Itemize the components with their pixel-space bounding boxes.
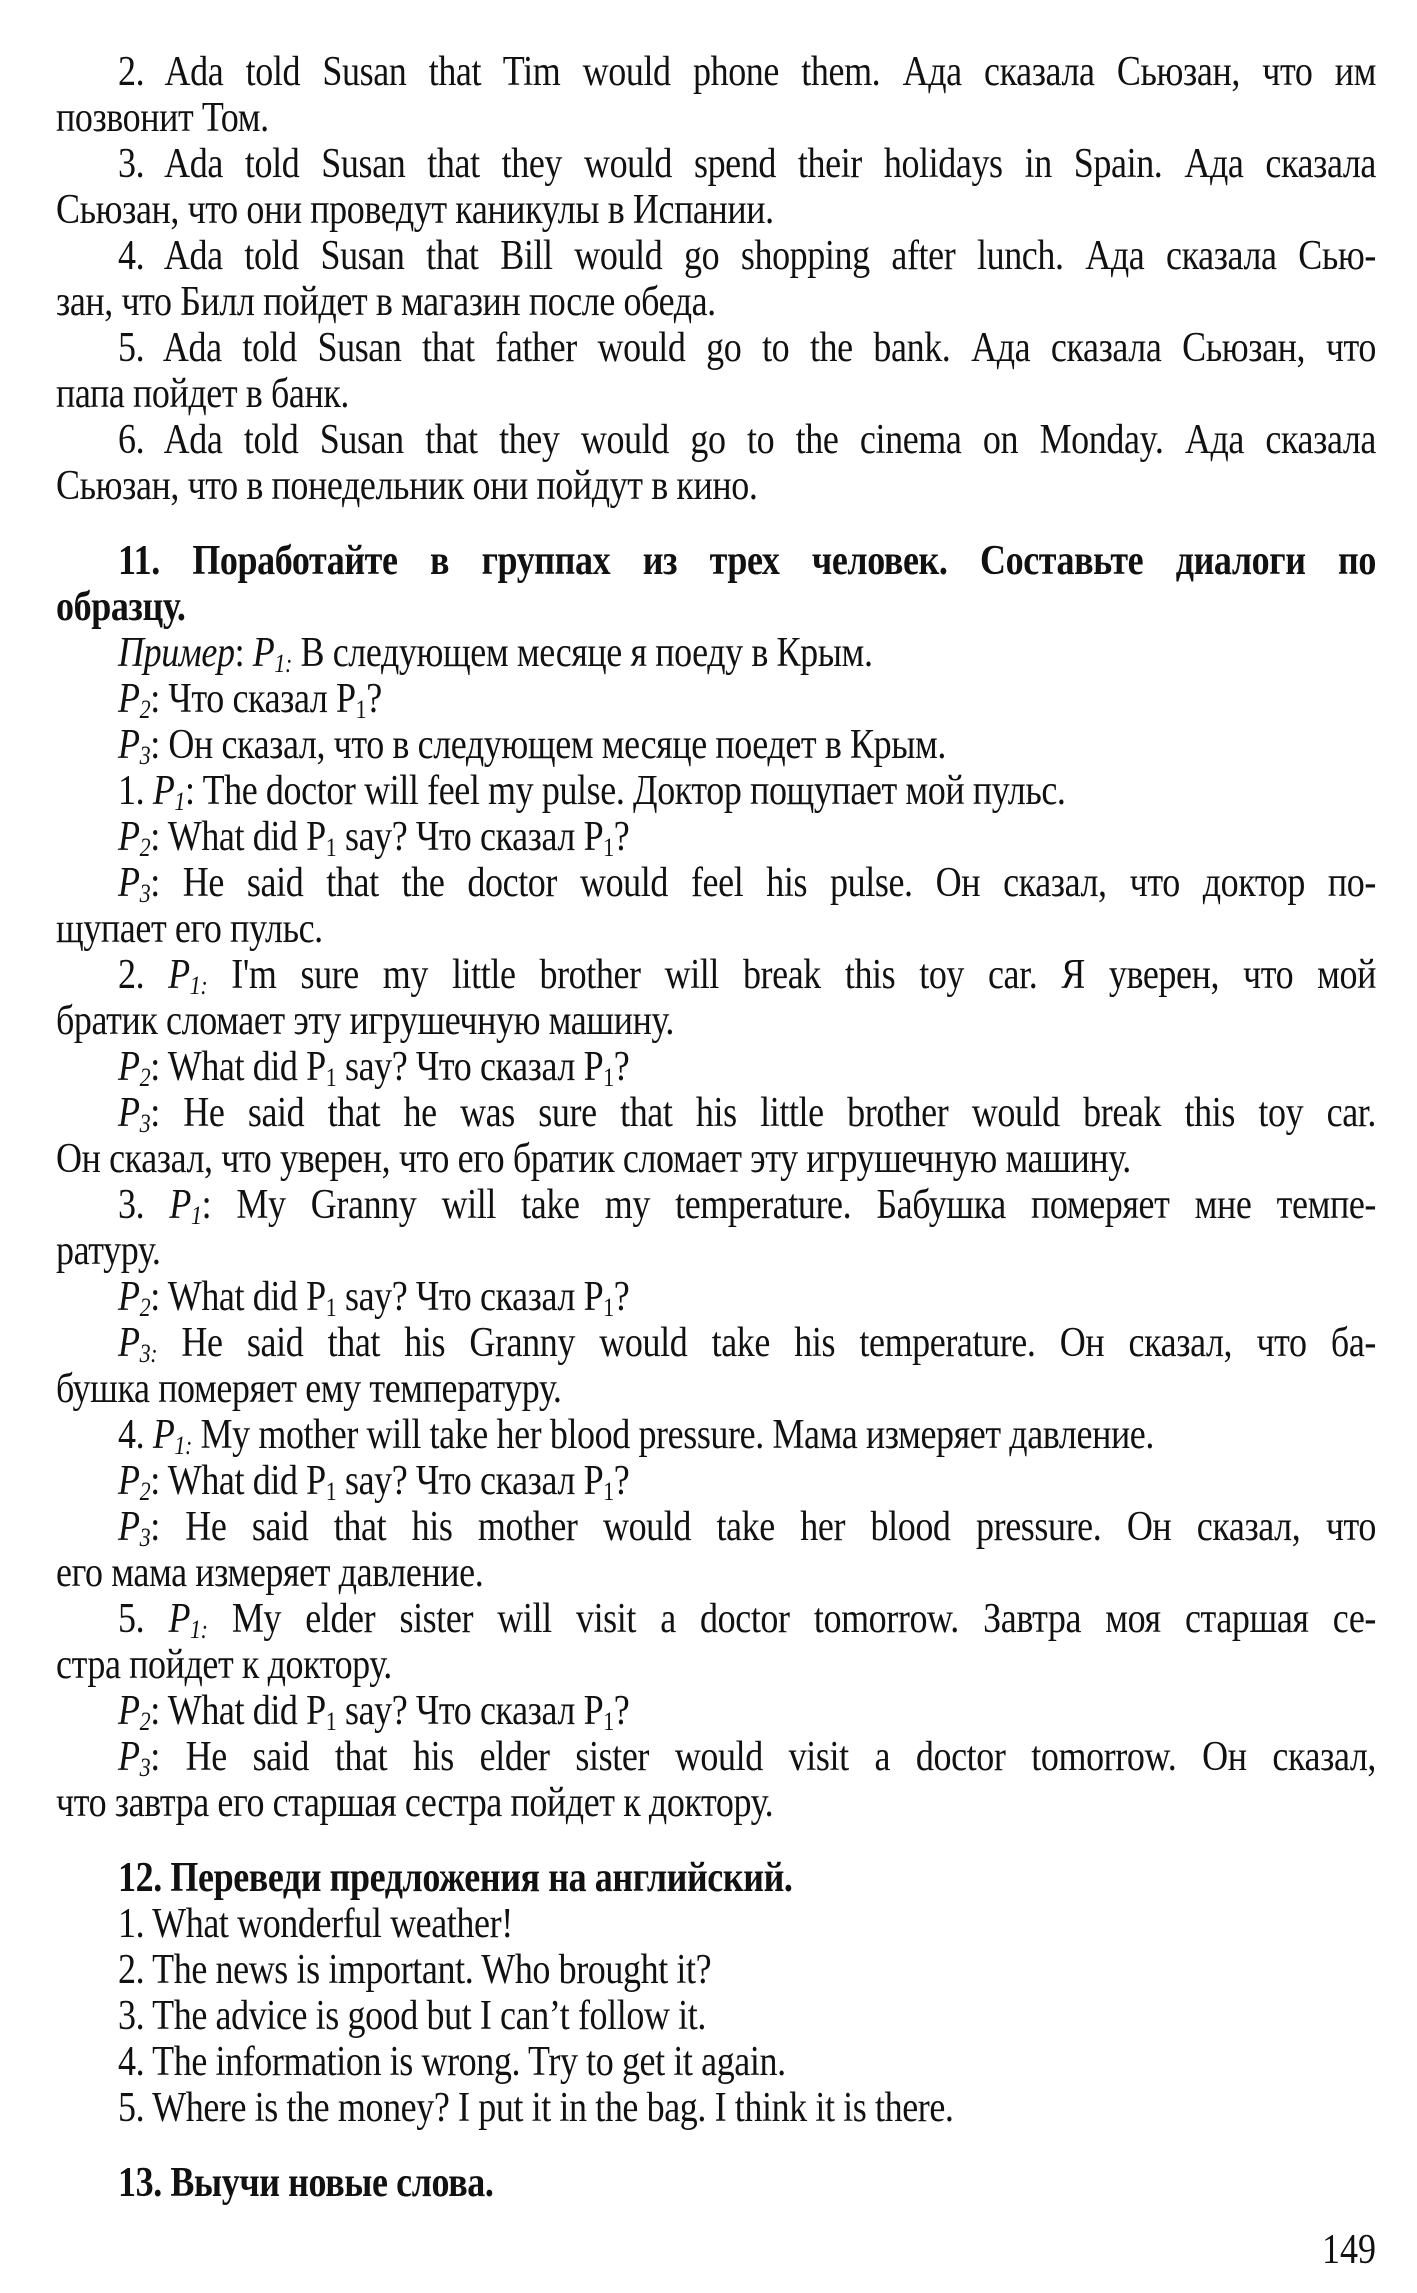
text-segment: say? Что сказал P <box>336 1042 604 1090</box>
paragraph <box>56 1595 1376 1687</box>
text-segment: He said that his Granny would take his temperature. Он сказал, что ба- <box>157 1318 1376 1366</box>
text-segment: ? <box>613 812 630 860</box>
subscript: 2 <box>139 832 151 862</box>
subscript: 1: <box>174 1430 192 1460</box>
italic-segment: P <box>118 1318 140 1366</box>
paragraph <box>56 1410 1376 1460</box>
paragraph <box>56 2038 1376 2084</box>
paragraph <box>56 140 1376 232</box>
text-line <box>56 2155 1376 2209</box>
text-segment: : What did P <box>150 1456 326 1504</box>
italic-segment: P <box>118 812 140 860</box>
italic-segment: P <box>118 1272 140 1320</box>
subscript: 2 <box>139 694 151 724</box>
paragraph <box>56 720 1376 770</box>
text-line <box>56 458 1376 512</box>
text-segment: братик сломает эту игрушечную машину. <box>56 996 675 1044</box>
text-segment: 4. Ada told Susan that Bill would go shopping after lunch. Ада сказала Сью- <box>118 231 1376 279</box>
paragraph <box>56 324 1376 416</box>
subscript: 2 <box>139 1476 151 1506</box>
text-segment: : He said that he was sure that his little brother would break this toy car. <box>150 1088 1376 1136</box>
subscript: 1 <box>325 1706 337 1736</box>
text-segment: say? Что сказал P <box>336 812 604 860</box>
exercise-heading <box>56 537 1376 629</box>
italic-segment: P <box>169 1180 191 1228</box>
text-segment: ратуру. <box>56 1226 161 1274</box>
exercise-heading <box>56 1854 1376 1900</box>
paragraph <box>56 1272 1376 1322</box>
text-segment: что завтра его старшая сестра пойдет к доктору. <box>56 1778 774 1826</box>
textbook-page <box>56 48 1376 2205</box>
paragraph <box>56 416 1376 508</box>
paragraph <box>56 674 1376 724</box>
italic-segment: P <box>152 766 175 814</box>
text-segment: 12. Переведи предложения на английский. <box>118 1853 793 1901</box>
italic-segment: P <box>168 950 190 998</box>
italic-segment: P <box>118 1456 140 1504</box>
text-segment: : What did P <box>150 1042 326 1090</box>
text-segment: ? <box>613 1272 630 1320</box>
paragraph <box>56 1992 1376 2038</box>
subscript: 1: <box>274 648 292 678</box>
subscript: 1 <box>325 832 337 862</box>
text-segment: 2. Ada told Susan that Tim would phone them. Ада сказала Сьюзан, что им <box>118 47 1376 95</box>
text-segment: 3. Ada told Susan that they would spend their holidays in Spain. Ада сказала <box>118 139 1376 187</box>
text-segment: 5. <box>118 1594 169 1642</box>
italic-segment: P <box>118 1042 140 1090</box>
text-segment: 11. Поработайте в группах из трех человек. Составьте диалоги по <box>118 536 1376 584</box>
text-segment: say? Что сказал P <box>336 1456 604 1504</box>
text-segment: щупает его пульс. <box>56 904 323 952</box>
subscript: 1 <box>603 832 614 862</box>
text-segment: : <box>234 628 253 676</box>
text-segment: ? <box>613 1456 630 1504</box>
paragraph <box>56 951 1376 1043</box>
text-segment: say? Что сказал P <box>336 1272 604 1320</box>
italic-segment: Пример <box>118 628 235 676</box>
paragraph <box>56 1089 1376 1181</box>
subscript: 3: <box>139 1338 158 1368</box>
paragraph <box>56 1503 1376 1595</box>
text-segment: Сьюзан, что в понедельник они пойдут в кино. <box>56 461 758 509</box>
italic-segment: P <box>118 1088 140 1136</box>
subscript: 1: <box>190 1614 208 1644</box>
subscript: 1 <box>603 1706 614 1736</box>
subscript: 1 <box>603 1476 614 1506</box>
paragraph <box>56 2084 1376 2130</box>
text-segment: 1. What wonderful weather! <box>118 1899 513 1947</box>
italic-segment: P <box>252 628 275 676</box>
paragraph <box>56 766 1376 816</box>
italic-segment: P <box>118 674 140 722</box>
text-segment: В следующем месяце я поеду в Крым. <box>291 628 873 676</box>
text-segment: 13. Выучи новые слова. <box>118 2158 494 2206</box>
italic-segment: P <box>152 1410 175 1458</box>
italic-segment: P <box>118 1502 140 1550</box>
text-segment: 6. Ada told Susan that they would go to the cinema on Monday. Ада сказала <box>118 415 1376 463</box>
paragraph <box>56 1900 1376 1946</box>
text-segment: My elder sister will visit a doctor tomorrow. Завтра моя старшая се- <box>207 1594 1376 1642</box>
text-segment: Он сказал, что уверен, что его братик сломает эту игрушечную машину. <box>56 1134 1131 1182</box>
text-segment: : Что сказал P <box>150 674 356 722</box>
text-segment: 2. The news is important. Who brought it? <box>118 1945 712 1993</box>
italic-segment: P <box>118 858 140 906</box>
text-segment: стра пойдет к доктору. <box>56 1640 392 1688</box>
subscript: 1 <box>603 1062 614 1092</box>
text-segment: 2. <box>118 950 169 998</box>
text-segment: 4. The information is wrong. Try to get it again. <box>118 2037 786 2085</box>
text-segment: ? <box>613 1042 630 1090</box>
subscript: 1 <box>325 1292 337 1322</box>
text-line <box>56 1775 1376 1829</box>
text-segment: : What did P <box>150 1272 326 1320</box>
text-line <box>56 2080 1376 2134</box>
text-segment: : He said that the doctor would feel his pulse. Он сказал, что доктор по- <box>150 858 1376 906</box>
subscript: 3 <box>139 1752 151 1782</box>
text-segment: ? <box>366 674 382 722</box>
text-segment: папа пойдет в банк. <box>56 369 350 417</box>
subscript: 3 <box>139 878 151 908</box>
subscript: 1 <box>355 694 367 724</box>
subscript: 1 <box>603 1292 614 1322</box>
text-segment: My mother will take her blood pressure. Мама измеряет давление. <box>191 1410 1154 1458</box>
text-segment: бушка померяет ему температуру. <box>56 1364 562 1412</box>
subscript: 3 <box>139 740 151 770</box>
paragraph <box>56 1733 1376 1825</box>
text-segment: образцу. <box>56 582 186 630</box>
paragraph <box>56 1686 1376 1736</box>
text-segment: 4. <box>118 1410 153 1458</box>
subscript: 1 <box>325 1476 337 1506</box>
paragraph <box>56 1946 1376 1992</box>
text-segment: : He said that his elder sister would visit a doctor tomorrow. Он сказал, <box>150 1732 1376 1780</box>
paragraph <box>56 628 1376 678</box>
text-segment: зан, что Билл пойдет в магазин после обеда. <box>56 277 716 325</box>
text-segment: 5. Where is the money? I put it in the bag. I think it is there. <box>118 2083 954 2131</box>
text-segment: : My Granny will take my temperature. Бабушка померяет мне темпе- <box>201 1180 1376 1228</box>
text-segment: 5. Ada told Susan that father would go to the bank. Ада сказала Сьюзан, что <box>118 323 1376 371</box>
subscript: 1: <box>189 970 208 1000</box>
subscript: 2 <box>139 1062 151 1092</box>
text-segment: 3. <box>118 1180 170 1228</box>
text-segment: его мама измеряет давление. <box>56 1548 484 1596</box>
text-segment: позвонит Том. <box>56 93 269 141</box>
subscript: 2 <box>139 1706 151 1736</box>
text-segment: 1. <box>118 766 153 814</box>
text-segment: Сьюзан, что они проведут каникулы в Испании. <box>56 185 774 233</box>
text-segment: 3. The advice is good but I can’t follow it. <box>118 1991 706 2039</box>
text-segment: : Он сказал, что в следующем месяце поедет в Крым. <box>150 720 947 768</box>
paragraph <box>56 812 1376 862</box>
italic-segment: P <box>118 1732 140 1780</box>
paragraph <box>56 1042 1376 1092</box>
page-number: 149 <box>1322 2225 1376 2273</box>
subscript: 1 <box>325 1062 337 1092</box>
subscript: 1 <box>174 786 186 816</box>
subscript: 3 <box>139 1522 151 1552</box>
paragraph <box>56 1319 1376 1411</box>
paragraph <box>56 859 1376 951</box>
paragraph <box>56 1181 1376 1273</box>
text-segment: : The doctor will feel my pulse. Доктор пощупает мой пульс. <box>185 766 1066 814</box>
text-segment: I'm sure my little brother will break this toy car. Я уверен, что мой <box>207 950 1376 998</box>
paragraph <box>56 1456 1376 1506</box>
subscript: 3 <box>139 1108 151 1138</box>
exercise-heading <box>56 2159 1376 2205</box>
text-segment: : What did P <box>150 812 326 860</box>
text-segment: : He said that his mother would take her blood pressure. Он сказал, что <box>150 1502 1376 1550</box>
text-segment: : What did P <box>150 1686 326 1734</box>
paragraph <box>56 232 1376 324</box>
subscript: 2 <box>139 1292 151 1322</box>
text-segment: ? <box>613 1686 630 1734</box>
italic-segment: P <box>168 1594 191 1642</box>
text-segment: say? Что сказал P <box>336 1686 604 1734</box>
paragraph <box>56 48 1376 140</box>
italic-segment: P <box>118 1686 140 1734</box>
subscript: 1 <box>191 1200 202 1230</box>
italic-segment: P <box>118 720 140 768</box>
